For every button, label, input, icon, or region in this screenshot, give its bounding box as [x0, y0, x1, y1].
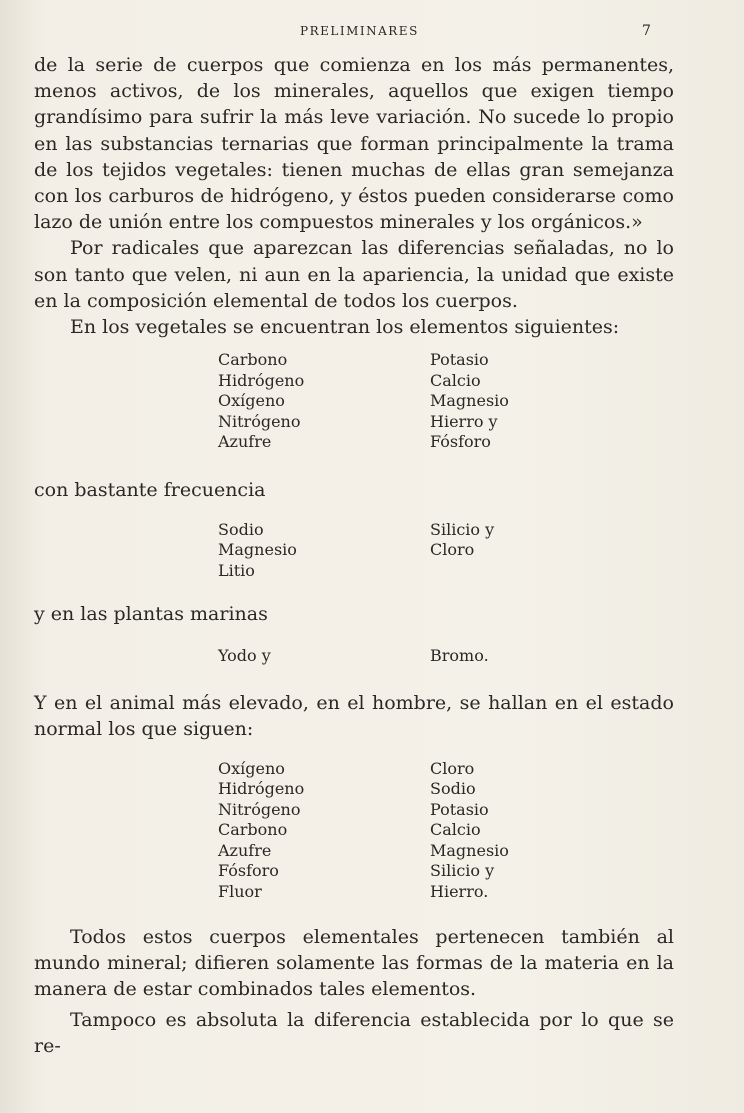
paragraph-8: Tampoco es absoluta la diferencia establecida por lo que se re- [34, 1008, 674, 1057]
list-item: Hidrógeno [218, 370, 305, 390]
list-item: Carbono [218, 820, 288, 840]
list-item: Hierro y [430, 411, 498, 431]
list-item: Bromo. [430, 645, 489, 665]
list-item: Oxígeno [218, 758, 285, 778]
list-item: Cloro [430, 758, 475, 778]
list-item: Carbono [218, 350, 288, 370]
list-column-left [218, 759, 430, 903]
list-item: Litio [218, 560, 255, 580]
element-list-frecuencia [218, 520, 674, 582]
list-column-right [430, 350, 580, 453]
paragraph-4: con bastante frecuencia [34, 478, 266, 501]
page-header [0, 24, 744, 44]
list-item: Sodio [430, 779, 476, 799]
list-item: Silicio y [430, 861, 495, 881]
list-item: Sodio [218, 519, 264, 539]
running-head: PRELIMINARES [300, 24, 419, 38]
list-item: Cloro [430, 540, 475, 560]
list-item: Yodo y [218, 645, 271, 665]
list-column-left [218, 646, 430, 667]
list-item: Magnesio [218, 540, 297, 560]
list-item: Nitrógeno [218, 411, 301, 431]
list-item: Magnesio [430, 391, 509, 411]
paragraph-5: y en las plantas marinas [34, 603, 268, 626]
list-item: Fósforo [430, 432, 491, 452]
list-column-left [218, 350, 430, 453]
list-item: Calcio [430, 820, 481, 840]
page-body [34, 52, 674, 1059]
list-item: Fluor [218, 881, 262, 901]
list-item: Azufre [218, 432, 272, 452]
list-item: Hierro. [430, 881, 489, 901]
list-item: Nitrógeno [218, 799, 301, 819]
element-list-marinas [218, 646, 674, 667]
list-item: Hidrógeno [218, 779, 305, 799]
paragraph-7: Todos estos cuerpos elementales pertenecen también al mundo mineral; difieren solamente las formas de la materia en la manera de estar combinados tales elementos. [34, 926, 674, 1001]
list-column-left [218, 520, 430, 582]
list-item: Potasio [430, 799, 489, 819]
list-item: Potasio [430, 350, 489, 370]
list-item: Azufre [218, 840, 272, 860]
element-list-hombre [218, 759, 674, 903]
paragraph-6: Y en el animal más elevado, en el hombre, se hallan en el estado normal los que siguen: [34, 692, 674, 741]
list-item: Oxígeno [218, 391, 285, 411]
list-column-right [430, 646, 580, 667]
list-item: Calcio [430, 370, 481, 390]
list-column-right [430, 759, 580, 903]
list-item: Silicio y [430, 519, 495, 539]
list-item: Magnesio [430, 840, 509, 860]
element-list-vegetales [218, 350, 674, 453]
page-number: 7 [642, 23, 651, 39]
list-item: Fósforo [218, 861, 279, 881]
paragraph-1: de la serie de cuerpos que comienza en los más permanentes, menos activos, de los minerales, aquellos que exigen tiempo grandísimo para sufrir la más leve variación. No sucede lo propio en las substancias ternarias que forman principalmente la trama de los tejidos vegetales: tienen muchas de ellas gran semejanza con los carburos de hidrógeno, y éstos pueden considerarse como lazo de unión entre los compuestos minerales y los orgánicos.» [34, 54, 674, 234]
list-column-right [430, 520, 580, 582]
paragraph-2: Por radicales que aparezcan las diferencias señaladas, no lo son tanto que velen, ni aun en la apariencia, la unidad que existe en la composición elemental de todos los cuerpos. [34, 237, 674, 312]
paragraph-3: En los vegetales se encuentran los elementos siguientes: [70, 316, 620, 339]
